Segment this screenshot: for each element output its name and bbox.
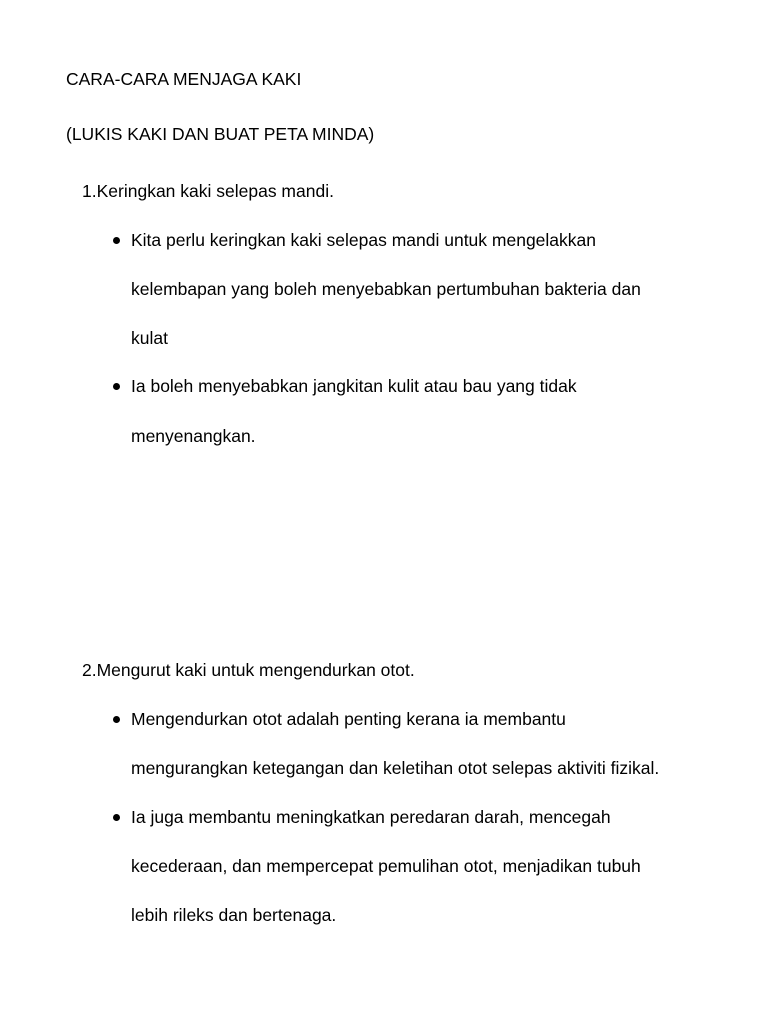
document-subtitle: (LUKIS KAKI DAN BUAT PETA MINDA) (66, 124, 375, 144)
section-1-bullet-1-line-2: kelembapan yang boleh menyebabkan pertumbuhan bakteria dan (131, 279, 641, 299)
section-1-bullet-1-line-3: kulat (131, 328, 168, 348)
section-1-heading-text: Keringkan kaki selepas mandi. (96, 181, 334, 201)
section-2-bullet-2-line-1: Ia juga membantu meningkatkan peredaran darah, mencegah (131, 807, 611, 827)
section-2-bullet-1-line-1: Mengendurkan otot adalah penting kerana ia membantu (131, 709, 566, 729)
section-2-bullet-2-line-3: lebih rileks dan bertenaga. (131, 905, 337, 925)
bullet-icon (113, 814, 120, 821)
section-1-bullet-2-line-1: Ia boleh menyebabkan jangkitan kulit atau bau yang tidak (131, 376, 577, 396)
section-2-heading-text: Mengurut kaki untuk mengendurkan otot. (96, 660, 415, 680)
section-1-bullet-2-line-2: menyenangkan. (131, 426, 256, 446)
bullet-icon (113, 716, 120, 723)
section-2-number: 2. (82, 660, 97, 680)
bullet-icon (113, 383, 120, 390)
section-2-bullet-2-line-2: kecederaan, dan mempercepat pemulihan otot, menjadikan tubuh (131, 856, 641, 876)
section-2-bullet-1-line-2: mengurangkan ketegangan dan keletihan otot selepas aktiviti fizikal. (131, 758, 660, 778)
section-1-number: 1. (82, 181, 97, 201)
document-title: CARA-CARA MENJAGA KAKI (66, 69, 302, 89)
section-1-bullet-1-line-1: Kita perlu keringkan kaki selepas mandi untuk mengelakkan (131, 230, 596, 250)
section-2-heading (82, 659, 415, 681)
section-1-heading (82, 180, 334, 202)
bullet-icon (113, 237, 120, 244)
